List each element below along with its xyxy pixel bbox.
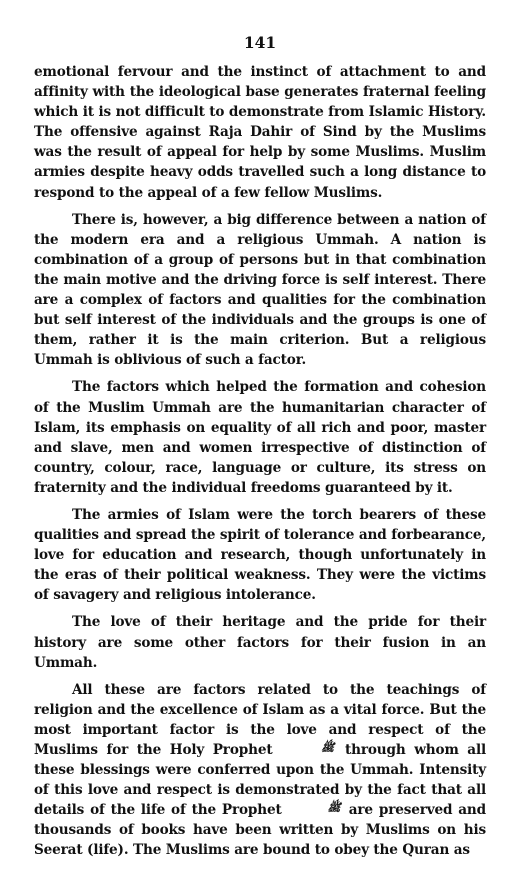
paragraph-2: There is, however, a big difference between a nation of the modern era and a religious Ummah. A nation is combination of a group of persons but in that combination the main motive and the driving force is self interest. There are a complex of factors and qualities for the combination but self interest of the individuals and the groups is one of them, rather it is the main criterion. But a religious Ummah is oblivious of such a factor. <box>34 211 486 369</box>
paragraph-1: emotional fervour and the instinct of attachment to and affinity with the ideological base generates fraternal feeling which it is not difficult to demonstrate from Islamic History. The offensive against Raja Dahir of Sind by the Muslims was the result of appeal for help by some Muslims. Muslim armies despite heavy odds travelled such a long distance to respond to the appeal of a few fellow Muslims. <box>34 64 486 201</box>
paragraph-4: The armies of Islam were the torch bearers of these qualities and spread the spirit of tolerance and forbearance, love for education and research, though unfortunately in the eras of their political weakness. They were the victims of savagery and religious intolerance. <box>34 506 486 604</box>
paragraph-6-part-1: All these are factors related to the teachings of religion and the excellence of Islam as a vital force. But the most important factor is the love and respect of the Muslims for the Holy Prophet <box>34 681 486 758</box>
book-page <box>34 34 486 868</box>
paragraph-6-part-3: are preserved and thousands of books have been written by Muslims on his Seerat (life). The Muslims are bound to obey the Quran as <box>34 802 486 859</box>
honorific-icon: ﷺ <box>321 741 335 754</box>
page-number: 141 <box>243 33 277 52</box>
paragraph-6 <box>34 680 486 861</box>
paragraph-6-part-2: through whom all these blessings were conferred upon the Ummah. Intensity of this love and respect is demonstrated by the fact that all details of the life of the Prophet <box>34 742 486 819</box>
honorific-icon: ﷺ <box>327 801 341 815</box>
paragraph-5: The love of their heritage and the pride for their history are some other factors for their fusion in an Ummah. <box>34 614 486 671</box>
paragraph-3: The factors which helped the formation and cohesion of the Muslim Ummah are the humanitarian character of Islam, its emphasis on equality of all rich and poor, master and slave, men and women irrespective of distinction of country, colour, race, language or culture, its stress on fraternity and the individual freedoms guaranteed by it. <box>34 379 486 496</box>
